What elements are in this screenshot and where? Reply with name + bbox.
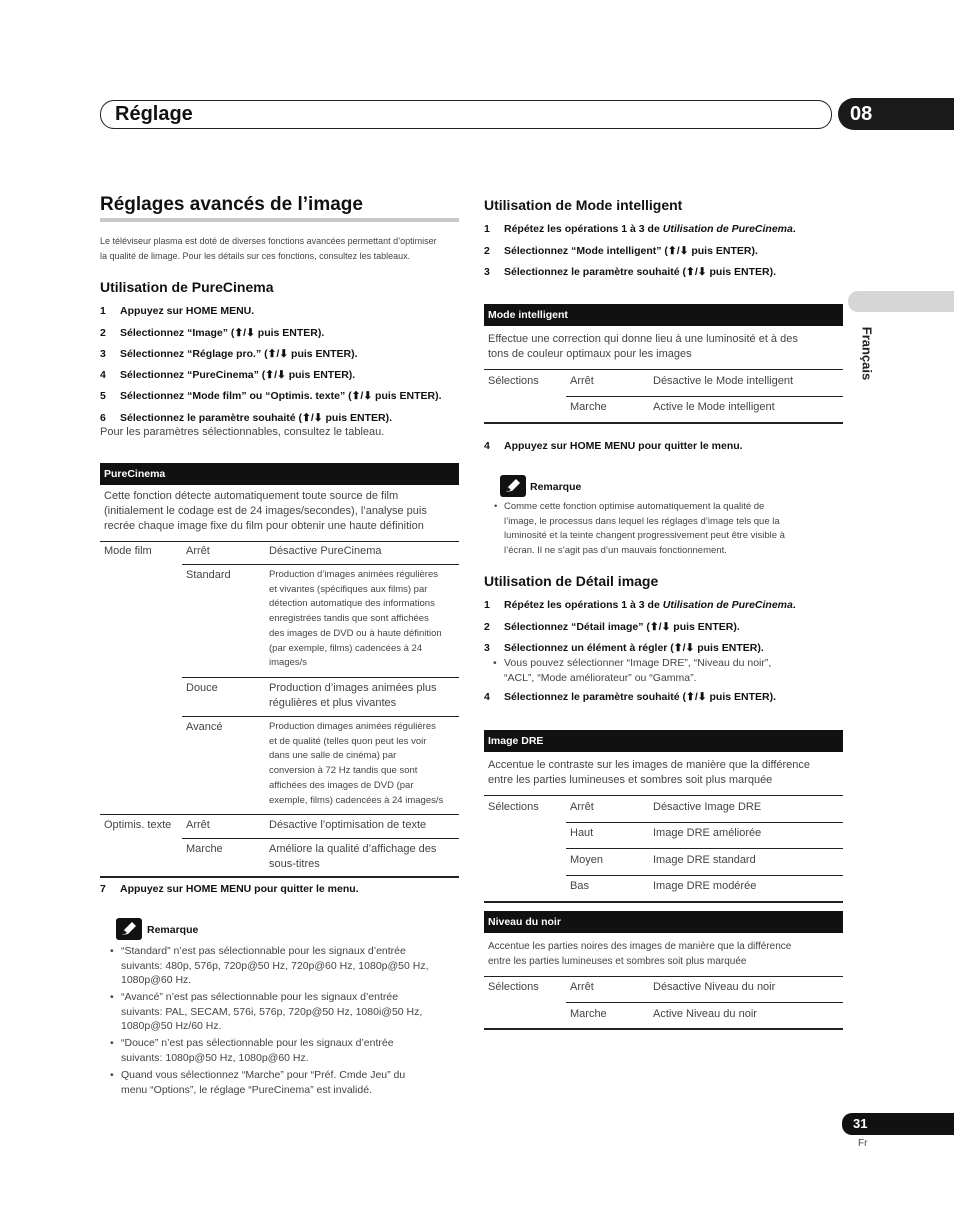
language-tab <box>848 291 954 312</box>
row-label-selections: Sélections <box>488 801 539 813</box>
intro-line-2: la qualité de limage. Pour les détails sur ces fonctions, consultez les tableaux. <box>100 251 411 261</box>
table-bottom-rule <box>484 1028 843 1030</box>
mode-intelligent-desc: Effectue une correction qui donne lieu à une luminosité et à des tons de couleur optimaux pour les images <box>488 333 798 360</box>
row-label-optimis-texte: Optimis. texte <box>104 819 172 831</box>
note-item: • “Douce” n’est pas sélectionnable pour les signaux d’entrée suivants: 1080p@50 Hz, 1080p@60 Hz. <box>110 1037 394 1064</box>
option-haut: Haut <box>570 827 594 839</box>
option-arret: Arrêt <box>570 375 594 387</box>
option-douce: Douce <box>186 682 218 694</box>
table-rule <box>484 795 843 796</box>
section-title-rule <box>100 218 459 222</box>
table-rule <box>566 822 843 823</box>
option-arret-desc: Désactive Niveau du noir <box>653 981 776 993</box>
note-item: • “Avancé” n’est pas sélectionnable pour les signaux d’entrée suivants: PAL, SECAM, 576i, 576p, 720p@50 Hz, 1080i@50 Hz, 1080p@50 Hz/60 Hz. <box>110 991 423 1033</box>
option-marche: Marche <box>570 401 607 413</box>
steps-note: Pour les paramètres sélectionnables, consultez le tableau. <box>100 426 385 438</box>
option-arret-desc: Désactive PureCinema <box>269 545 382 557</box>
table-rule <box>566 396 843 397</box>
note-label: Remarque <box>530 481 582 493</box>
option-arret-desc: Désactive le Mode intelligent <box>653 375 794 387</box>
option-avance: Avancé <box>186 721 223 733</box>
mi-step-4: 4 Appuyez sur HOME MENU pour quitter le menu. <box>484 440 743 452</box>
option-arret-texte-desc: Désactive l’optimisation de texte <box>269 819 427 831</box>
row-label-mode-film: Mode film <box>104 545 152 557</box>
step-5: 5 Sélectionnez “Mode film” ou “Optimis. texte” (⬆/⬇ puis ENTER). <box>100 390 442 402</box>
note-item: • Quand vous sélectionnez “Marche” pour “Préf. Cmde Jeu” du menu “Options”, le réglage “PureCinema” est invalidé. <box>110 1069 406 1096</box>
row-label-selections: Sélections <box>488 981 539 993</box>
table-rule <box>100 541 459 542</box>
table-bottom-rule <box>100 876 459 878</box>
option-moyen: Moyen <box>570 854 604 866</box>
subsection-title: Utilisation de PureCinema <box>100 279 274 295</box>
option-marche-desc: Active Niveau du noir <box>653 1008 757 1020</box>
image-dre-table-header: Image DRE <box>484 730 843 752</box>
option-standard-desc: Production d’images animées régulières et vivantes (spécifiques aux films) par détection automatique des informations enregistrées tandis que sont affichées des images de DVD ou à haute définition (par exemple, films) cadencées à 24 images/s <box>269 569 442 669</box>
option-arret: Arrêt <box>570 981 594 993</box>
step-2: 2 Sélectionnez “Image” (⬆/⬇ puis ENTER). <box>100 327 325 339</box>
table-rule <box>484 369 843 370</box>
di-step-2: 2 Sélectionnez “Détail image” (⬆/⬇ puis ENTER). <box>484 621 740 633</box>
page-number: 31 <box>853 1116 868 1131</box>
table-rule <box>100 814 459 815</box>
option-arret: Arrêt <box>186 545 210 557</box>
purecinema-table-header: PureCinema <box>100 463 459 485</box>
image-dre-desc: Accentue le contraste sur les images de manière que la différence entre les parties lumineuses et sombres soit plus marquée <box>488 759 811 786</box>
row-label-selections: Sélections <box>488 375 539 387</box>
option-arret: Arrêt <box>570 801 594 813</box>
option-arret-texte: Arrêt <box>186 819 210 831</box>
table-rule <box>182 564 459 565</box>
table-bottom-rule <box>484 422 843 424</box>
mode-intelligent-title: Utilisation de Mode intelligent <box>484 197 683 213</box>
di-bullet: • Vous pouvez sélectionner “Image DRE”, “Niveau du noir”, “ACL”, “Mode améliorateur” ou “Gamma”. <box>493 657 772 684</box>
step-7: 7 Appuyez sur HOME MENU pour quitter le menu. <box>100 883 359 895</box>
section-title: Réglages avancés de l’image <box>100 194 363 215</box>
page-header-title: Réglage <box>115 103 193 125</box>
note-icon <box>116 918 142 940</box>
mi-step-1: 1 Répétez les opérations 1 à 3 de Utilisation de PureCinema. <box>484 223 796 235</box>
chapter-number: 08 <box>850 103 873 125</box>
option-marche-desc: Active le Mode intelligent <box>653 401 775 413</box>
option-bas: Bas <box>570 880 589 892</box>
intro-line-1: Le téléviseur plasma est doté de diverses fonctions avancées permettant d’optimiser <box>100 236 437 246</box>
mode-intelligent-table-header: Mode intelligent <box>484 304 843 326</box>
table-rule <box>182 677 459 678</box>
option-avance-desc: Production dimages animées régulières et de qualité (telles quon peut les voir dans une salle de cinéma) par conversion à 72 Hz tandis que sont affichées des images de DVD (par exemple, films) cadencées à 24 images/s <box>269 721 444 806</box>
table-rule <box>182 838 459 839</box>
option-douce-desc: Production d’images animées plus régulières et plus vivantes <box>269 682 437 709</box>
table-rule <box>484 976 843 977</box>
header-bar <box>100 100 832 129</box>
option-standard: Standard <box>186 569 231 581</box>
note-item: • “Standard” n’est pas sélectionnable pour les signaux d’entrée suivants: 480p, 576p, 720p@50 Hz, 720p@60 Hz, 1080p@50 Hz, 1080p@60 Hz. <box>110 945 429 987</box>
mi-step-3: 3 Sélectionnez le paramètre souhaité (⬆/⬇ puis ENTER). <box>484 266 776 278</box>
note-icon <box>500 475 526 497</box>
detail-image-title: Utilisation de Détail image <box>484 573 659 589</box>
di-step-1: 1 Répétez les opérations 1 à 3 de Utilisation de PureCinema. <box>484 599 796 611</box>
niveau-du-noir-table-header: Niveau du noir <box>484 911 843 933</box>
option-marche: Marche <box>570 1008 607 1020</box>
step-1: 1 Appuyez sur HOME MENU. <box>100 305 255 317</box>
step-6: 6 Sélectionnez le paramètre souhaité (⬆/⬇ puis ENTER). <box>100 412 392 424</box>
di-step-3: 3 Sélectionnez un élément à régler (⬆/⬇ puis ENTER). <box>484 642 764 654</box>
table-rule <box>566 1002 843 1003</box>
option-marche-desc: Améliore la qualité d’affichage des sous-titres <box>269 843 437 870</box>
table-rule <box>182 716 459 717</box>
option-marche: Marche <box>186 843 223 855</box>
page-language: Fr <box>858 1138 868 1149</box>
table-rule <box>566 848 843 849</box>
table-rule <box>566 875 843 876</box>
di-step-4: 4 Sélectionnez le paramètre souhaité (⬆/⬇ puis ENTER). <box>484 691 776 703</box>
purecinema-desc: Cette fonction détecte automatiquement toute source de film (initialement le codage est de 24 images/secondes), l’analyse puis recrée chaque image fixe du film pour obtenir une haute définition <box>104 490 427 532</box>
option-arret-desc: Désactive Image DRE <box>653 801 762 813</box>
option-haut-desc: Image DRE améliorée <box>653 827 762 839</box>
note-label: Remarque <box>147 924 199 936</box>
language-label: Français <box>859 326 875 381</box>
step-3: 3 Sélectionnez “Réglage pro.” (⬆/⬇ puis ENTER). <box>100 348 358 360</box>
step-4: 4 Sélectionnez “PureCinema” (⬆/⬇ puis ENTER). <box>100 369 356 381</box>
niveau-du-noir-desc: Accentue les parties noires des images de manière que la différence entre les parties lumineuses et sombres soit plus marquée <box>488 941 792 967</box>
option-bas-desc: Image DRE modérée <box>653 880 757 892</box>
mi-step-2: 2 Sélectionnez “Mode intelligent” (⬆/⬇ puis ENTER). <box>484 245 758 257</box>
table-bottom-rule <box>484 901 843 903</box>
note-item: • Comme cette fonction optimise automatiquement la qualité de l’image, le processus dans lequel les réglages d’image tels que la luminosité et la teinte changent progressivement peut être visible à l’écran. Il ne s’agit pas d’un mauvais fonctionnement. <box>494 501 785 557</box>
option-moyen-desc: Image DRE standard <box>653 854 756 866</box>
